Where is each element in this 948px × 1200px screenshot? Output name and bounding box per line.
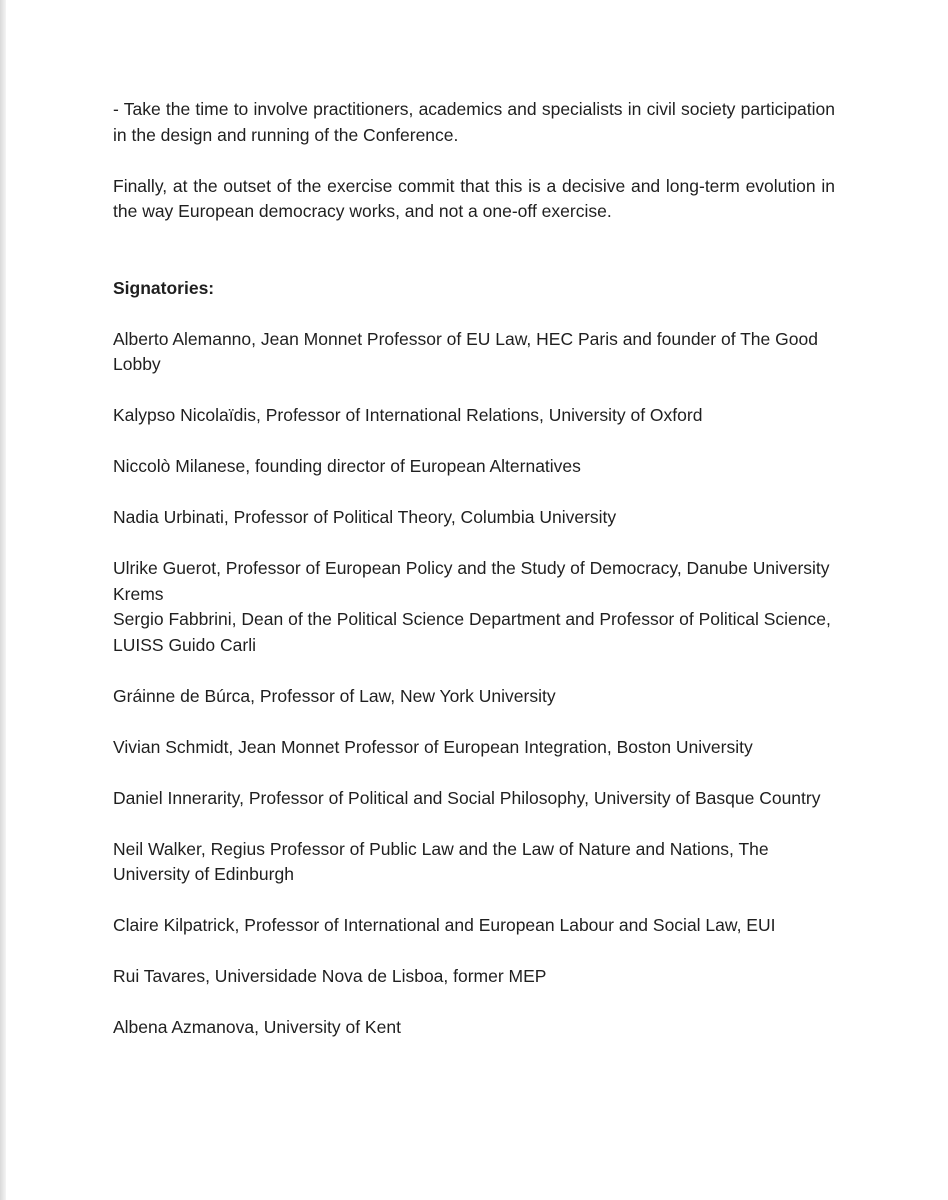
signatory-item: Nadia Urbinati, Professor of Political Theory, Columbia University (113, 507, 617, 527)
paragraph-involve-practitioners: - Take the time to involve practitioners, academics and specialists in civil society participation in the design and running of the Conference. (113, 99, 835, 145)
signatory-item: Ulrike Guerot, Professor of European Policy and the Study of Democracy, Danube University Krems (113, 558, 830, 604)
document-page (113, 97, 835, 1066)
signatory-item: Sergio Fabbrini, Dean of the Political Science Department and Professor of Political Science, LUISS Guido Carli (113, 609, 831, 655)
signatory-item: Rui Tavares, Universidade Nova de Lisboa, former MEP (113, 966, 547, 986)
signatory-item: Daniel Innerarity, Professor of Political and Social Philosophy, University of Basque Country (113, 787, 821, 808)
signatory-item: Gráinne de Búrca, Professor of Law, New York University (113, 685, 556, 706)
signatories-list (113, 327, 835, 1041)
signatory-item: Vivian Schmidt, Jean Monnet Professor of European Integration, Boston University (113, 736, 753, 757)
signatory-item: Kalypso Nicolaïdis, Professor of International Relations, University of Oxford (113, 405, 703, 425)
signatory-item: Claire Kilpatrick, Professor of International and European Labour and Social Law, EUI (113, 915, 776, 935)
paragraph-finally: Finally, at the outset of the exercise commit that this is a decisive and long-term evolution in the way European democracy works, and not a one-off exercise. (113, 175, 835, 221)
signatories-heading: Signatories: (113, 277, 215, 298)
page-left-edge-shadow (0, 0, 6, 1200)
signatory-item: Albena Azmanova, University of Kent (113, 1017, 401, 1037)
signatory-item: Neil Walker, Regius Professor of Public Law and the Law of Nature and Nations, The University of Edinburgh (113, 838, 769, 884)
signatory-item: Alberto Alemanno, Jean Monnet Professor of EU Law, HEC Paris and founder of The Good Lobby (113, 328, 818, 374)
signatory-item: Niccolò Milanese, founding director of European Alternatives (113, 456, 581, 476)
